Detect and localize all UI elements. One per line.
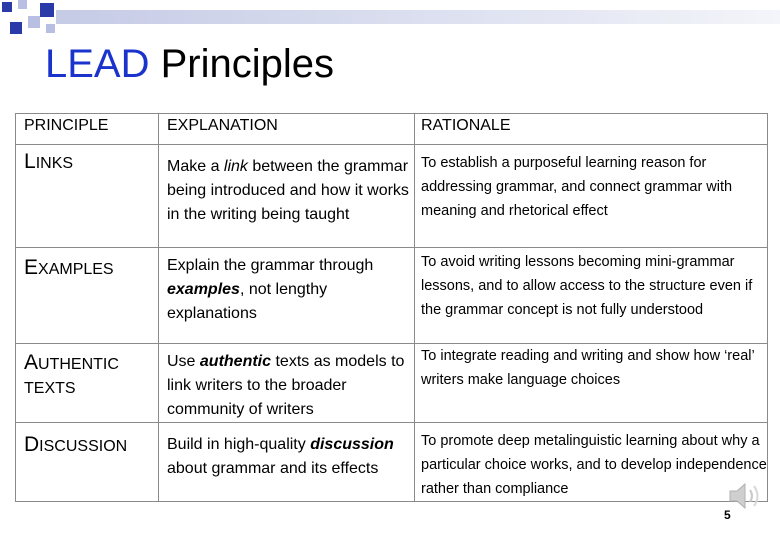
explanation-emphasis: examples — [167, 281, 240, 298]
principle-initial: E — [24, 256, 39, 279]
explanation-emphasis: discussion — [310, 436, 394, 453]
principle-initial: A — [24, 351, 39, 374]
explanation-cell — [159, 344, 415, 423]
table-row — [16, 145, 768, 248]
header-principle: PRINCIPLE — [16, 114, 159, 145]
principle-initial: L — [24, 150, 36, 173]
explanation-text: between the grammar being introduced and how it works in the writing being taught — [167, 158, 409, 223]
explanation-emphasis: link — [223, 158, 248, 175]
principle-rest: INKS — [35, 155, 74, 172]
table-row — [16, 344, 768, 423]
principle-rest: UTHENTIC — [38, 356, 119, 373]
rationale-cell: To integrate reading and writing and show how ‘real’ writers make language choices — [415, 344, 768, 423]
explanation-text: , not lengthy explanations — [167, 281, 328, 322]
table-row — [16, 248, 768, 344]
rationale-cell: To avoid writing lessons becoming mini-grammar lessons, and to allow access to the structure even if the grammar concept is not fully understood — [415, 248, 768, 344]
header-bar — [56, 10, 780, 24]
explanation-text: texts as models to link writers to the broader community of writers — [167, 353, 405, 418]
explanation-text: about grammar and its effects — [167, 460, 379, 477]
principle-line2: TEXTS — [24, 380, 76, 397]
principle-cell — [16, 344, 159, 423]
principle-initial: D — [24, 433, 40, 456]
principle-cell — [16, 423, 159, 502]
page-title — [45, 40, 334, 88]
explanation-cell — [159, 248, 415, 344]
page-number: 5 — [724, 508, 731, 522]
table-header-row — [16, 114, 768, 145]
header-explanation: EXPLANATION — [159, 114, 415, 145]
explanation-emphasis: authentic — [199, 353, 272, 370]
principle-cell — [16, 145, 159, 248]
explanation-text: Build in high-quality — [167, 436, 311, 453]
title-rest: Principles — [160, 42, 335, 86]
explanation-text: Explain the grammar through — [167, 257, 374, 274]
principle-rest: XAMPLES — [38, 261, 114, 278]
principle-cell — [16, 248, 159, 344]
explanation-text: Use — [167, 353, 200, 370]
principle-rest: ISCUSSION — [39, 438, 128, 455]
title-lead: LEAD — [45, 42, 150, 86]
explanation-cell — [159, 423, 415, 502]
explanation-cell — [159, 145, 415, 248]
speaker-icon[interactable] — [726, 478, 766, 514]
rationale-cell: To establish a purposeful learning reason for addressing grammar, and connect grammar with meaning and rhetorical effect — [415, 145, 768, 248]
rationale-cell: To promote deep metalinguistic learning about why a particular choice works, and to develop independence rather than compliance — [415, 423, 768, 502]
principles-table — [15, 113, 768, 502]
table-row — [16, 423, 768, 502]
explanation-text: Make a — [167, 158, 224, 175]
header-rationale: RATIONALE — [415, 114, 768, 145]
